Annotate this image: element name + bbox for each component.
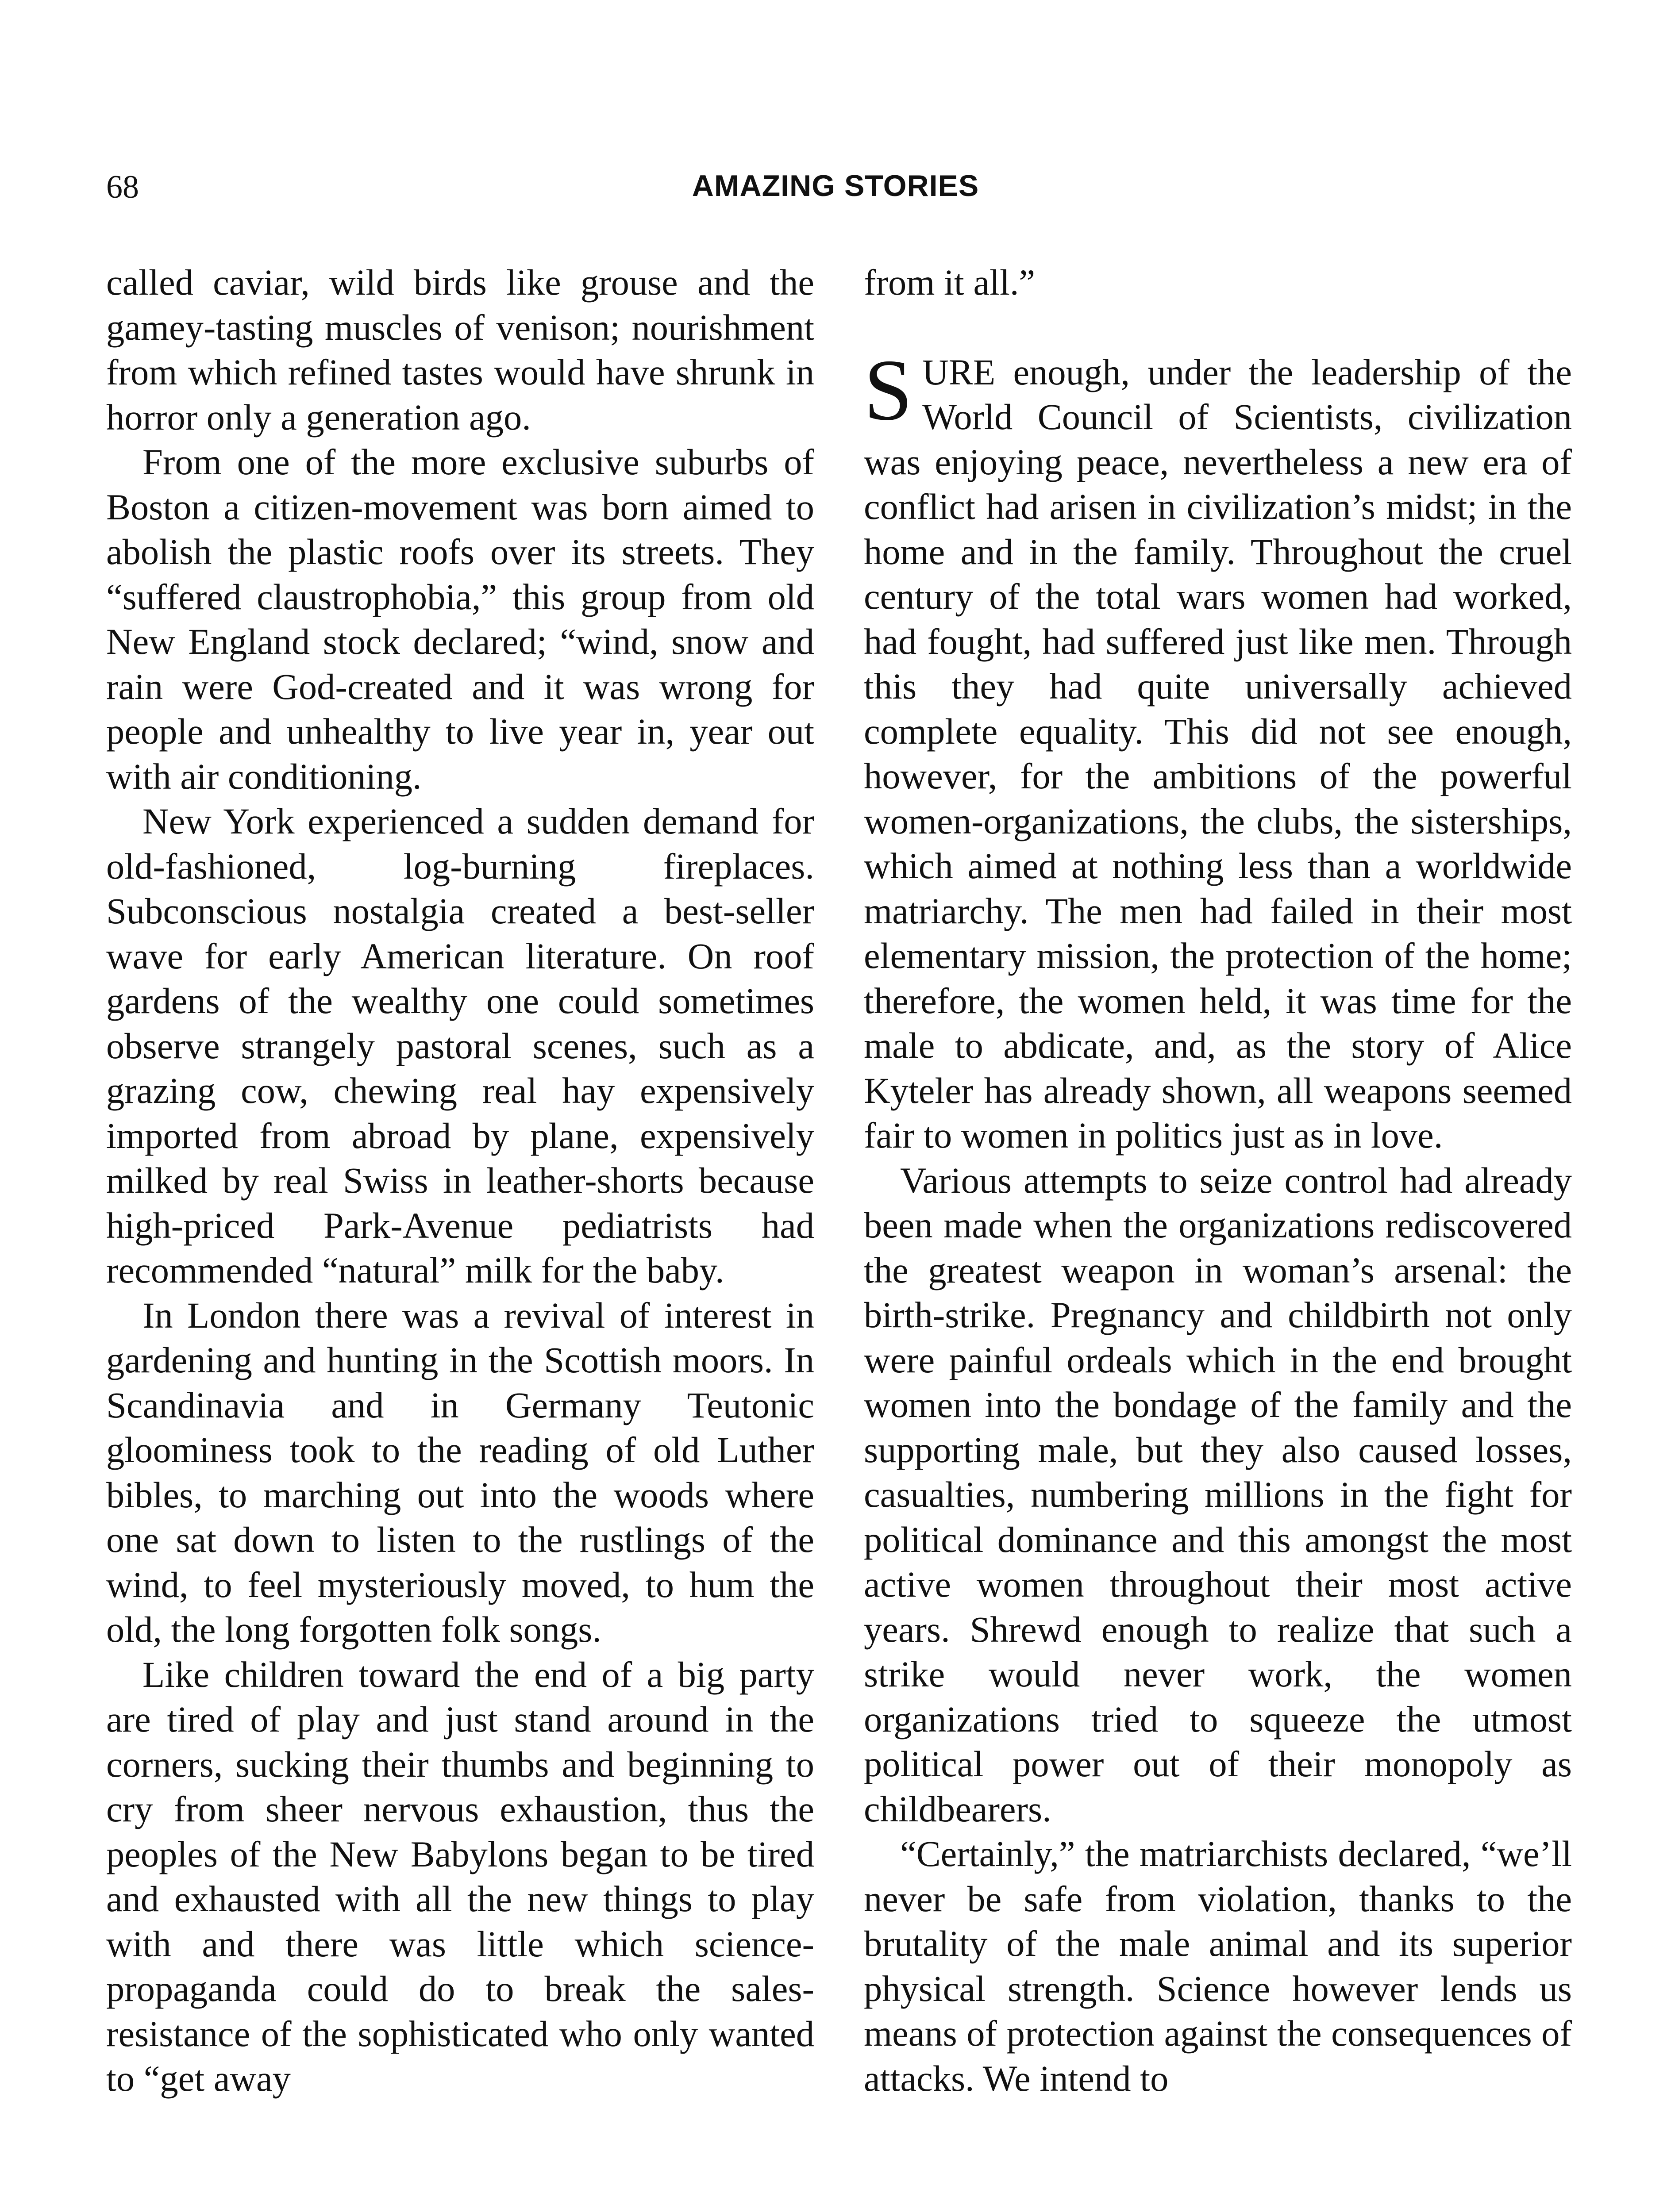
drop-cap: S <box>864 341 913 438</box>
paragraph: called caviar, wild birds like grouse and the gamey-tasting muscles of venison; nourishment from which refined tastes would have shrunk in horror only a generation ago. <box>106 262 814 438</box>
paragraph-continuation: from it all.” <box>864 262 1036 303</box>
paragraph: From one of the more exclusive suburbs of Boston a citizen-movement was born aimed to abolish the plastic roofs over its streets. They “suffered claustrophobia,” this group from old New England stock declared; “wind, snow and rain were God-created and it was wrong for people and unhealthy to live year in, year out with air conditioning. <box>106 442 814 797</box>
right-column <box>864 260 1572 2101</box>
paragraph: “Certainly,” the matriarchists declared, “we’ll never be safe from violation, thanks to the brutality of the male animal and its superior physical strength. Science however lends us means of protection against the consequences of attacks. We intend to <box>864 1833 1572 2099</box>
drop-cap-text: URE enough, under the leadership of the World Council of Scientists, civilization was enjoying peace, nevertheless a new era of conflict had arisen in civilization’s midst; in the home and in the family. Throughout the cruel century of the total wars women had worked, had fought, had suffered just like men. Through this they had quite universally achieved complete equality. This did not see enough, however, for the ambitions of the powerful women-organizations, the clubs, the sisterships, which aimed at nothing less than a worldwide matriarchy. The men had failed in their most elementary mission, the protection of the home; therefore, the women held, it was time for the male to abdicate, and, as the story of Alice Kyteler has already shown, all weapons seemed fair to women in politics just as in love. <box>864 351 1572 1156</box>
running-head: AMAZING STORIES <box>692 169 979 203</box>
paragraph: Various attempts to seize control had already been made when the organizations rediscovered the greatest weapon in woman’s arsenal: the birth-strike. Pregnancy and childbirth not only were painful ordeals which in the end brought women into the bondage of the family and the supporting male, but they also caused losses, casualties, numbering millions in the fight for political dominance and this amongst the most active women throughout their most active years. Shrewd enough to realize that such a strike would never work, the women organizations tried to squeeze the utmost political power out of their monopoly as childbearers. <box>864 1160 1572 1829</box>
left-column <box>106 260 814 2101</box>
paragraph: Like children toward the end of a big party are tired of play and just stand around in the corners, sucking their thumbs and beginning to cry from sheer nervous exhaustion, thus the peoples of the New Babylons began to be tired and exhausted with all the new things to play with and there was little which science-propaganda could do to break the sales-resistance of the sophisticated who only wanted to “get away <box>106 1654 814 2099</box>
paragraph: New York experienced a sudden demand for old-fashioned, log-burning fireplaces. Subconscious nostalgia created a best-seller wave for early American literature. On roof gardens of the wealthy one could sometimes observe strangely pastoral scenes, such as a grazing cow, chewing real hay expensively imported from abroad by plane, expensively milked by real Swiss in leather-shorts because high-priced Park-Avenue pediatrists had recommended “natural” milk for the baby. <box>106 801 814 1290</box>
paragraph: In London there was a revival of interest in gardening and hunting in the Scottish moors. In Scandinavia and in Germany Teutonic gloominess took to the reading of old Luther bibles, to marching out into the woods where one sat down to listen to the rustlings of the wind, to feel mysteriously moved, to hum the old, the long forgotten folk songs. <box>106 1294 814 1650</box>
page-number: 68 <box>106 169 139 205</box>
section-opening-paragraph <box>864 341 1572 1158</box>
